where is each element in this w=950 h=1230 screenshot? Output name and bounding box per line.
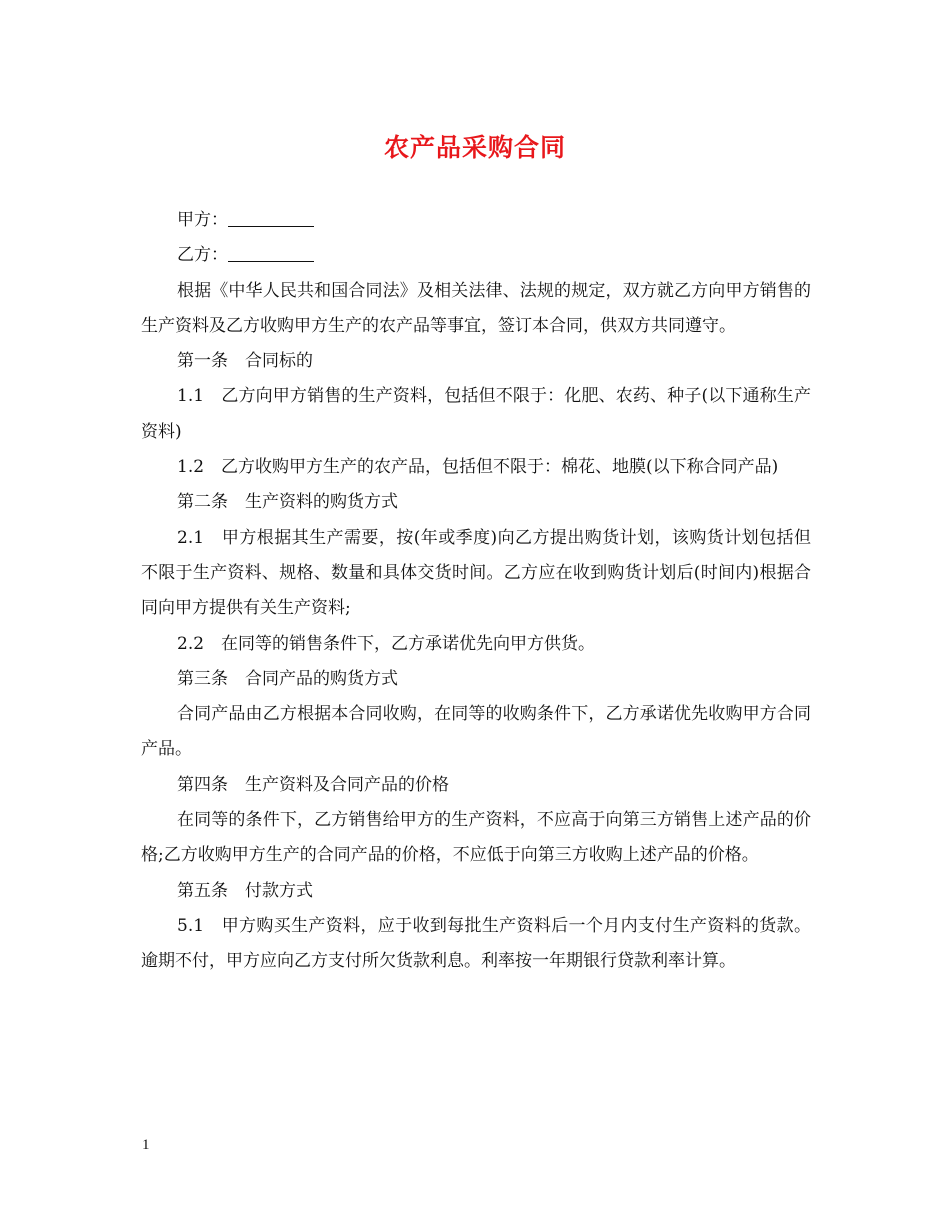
article-4-body: 在同等的条件下，乙方销售给甲方的生产资料，不应高于向第三方销售上述产品的价格;乙方收购甲方生产的合同产品的价格，不应低于向第三方收购上述产品的价格。 (141, 810, 811, 866)
article-3-heading: 第三条 合同产品的购货方式 (177, 668, 398, 689)
article-2-heading: 第二条 生产资料的购货方式 (177, 492, 398, 513)
party-b-label: 乙方： (177, 245, 228, 266)
article-3-body: 合同产品由乙方根据本合同收购，在同等的收购条件下，乙方承诺优先收购甲方合同产品。 (141, 704, 811, 760)
article-5-heading: 第五条 付款方式 (177, 880, 313, 901)
clause-1-2: 1.2 乙方收购甲方生产的农产品，包括但不限于：棉花、地膜(以下称合同产品) (177, 457, 779, 478)
clause-2-2: 2.2 在同等的销售条件下，乙方承诺优先向甲方供货。 (177, 633, 596, 654)
party-b-blank (228, 245, 314, 262)
clause-1-1: 1.1 乙方向甲方销售的生产资料，包括但不限于：化肥、农药、种子(以下通称生产资料) (141, 386, 811, 442)
party-a-label: 甲方： (177, 210, 228, 230)
clause-2-1: 2.1 甲方根据其生产需要，按(年或季度)向乙方提出购货计划，该购货计划包括但不限于生产资料、规格、数量和具体交货时间。乙方应在收到购货计划后(时间内)根据合同向甲方提供有关生产资料; (141, 527, 811, 619)
article-1-heading: 第一条 合同标的 (177, 351, 313, 372)
document-title: 农产品采购合同 (383, 133, 566, 162)
party-a-line (141, 203, 811, 238)
party-b-line (141, 238, 811, 273)
page-number: 1 (142, 1137, 150, 1153)
document-body (141, 203, 811, 980)
party-a-blank (228, 210, 314, 227)
clause-5-1: 5.1 甲方购买生产资料，应于收到每批生产资料后一个月内支付生产资料的货款。逾期不付，甲方应向乙方支付所欠货款利息。利率按一年期银行贷款利率计算。 (141, 915, 811, 972)
intro-paragraph: 根据《中华人民共和国合同法》及相关法律、法规的规定，双方就乙方向甲方销售的生产资料及乙方收购甲方生产的农产品等事宜，签订本合同，供双方共同遵守。 (141, 280, 811, 336)
article-4-heading: 第四条 生产资料及合同产品的价格 (177, 774, 449, 795)
